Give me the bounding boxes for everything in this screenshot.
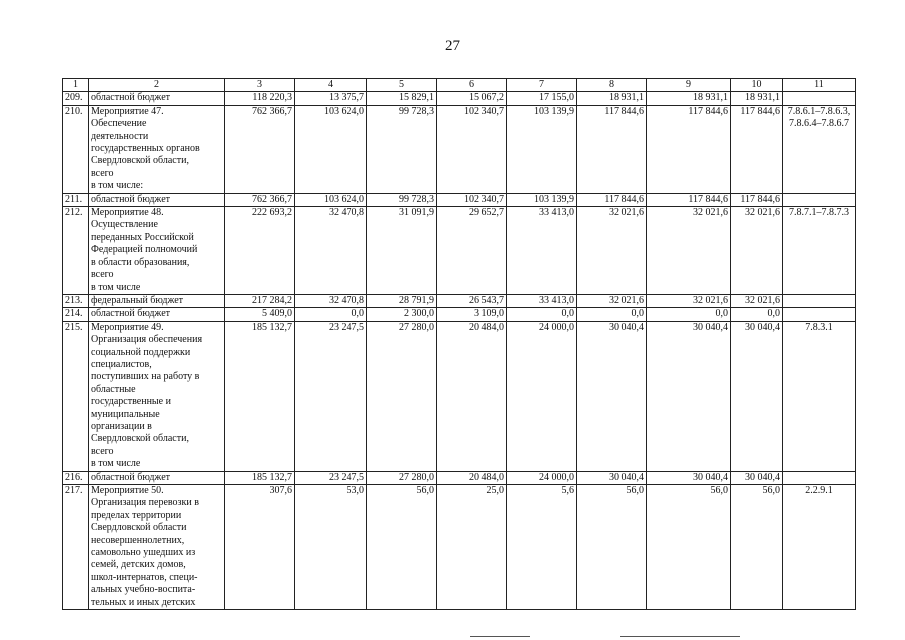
value-cell: 56,0 [367,485,437,610]
value-cell: 117 844,6 [577,193,647,206]
value-cell: 15 067,2 [437,92,507,105]
value-cell: 0,0 [647,308,731,321]
target-code: 7.8.3.1 [783,321,856,471]
value-cell: 31 091,9 [367,207,437,295]
value-cell: 17 155,0 [507,92,577,105]
value-cell: 5 409,0 [225,308,295,321]
row-number: 209. [63,92,89,105]
value-cell: 2 300,0 [367,308,437,321]
value-cell: 32 021,6 [647,294,731,307]
value-cell: 103 624,0 [295,193,367,206]
value-cell: 32 021,6 [731,294,783,307]
column-header: 3 [225,79,295,92]
row-description: областной бюджет [89,193,225,206]
value-cell: 0,0 [295,308,367,321]
target-code: 7.8.7.1–7.8.7.3 [783,207,856,295]
budget-table [62,78,856,610]
column-header: 5 [367,79,437,92]
table-row [63,471,856,484]
row-description: Мероприятие 50. Организация перевозки в пределах территории Свердловской области несовершеннолетних, самовольно ушедших из семей, детских домов, школ-интернатов, специ- альных учебно-воспита- тельных и иных детских [89,485,225,610]
row-number: 216. [63,471,89,484]
table-row [63,105,856,193]
value-cell: 32 021,6 [647,207,731,295]
value-cell: 102 340,7 [437,105,507,193]
column-header: 8 [577,79,647,92]
table-row [63,207,856,295]
value-cell: 32 021,6 [731,207,783,295]
value-cell: 30 040,4 [647,471,731,484]
target-code [783,193,856,206]
value-cell: 102 340,7 [437,193,507,206]
value-cell: 28 791,9 [367,294,437,307]
column-header: 6 [437,79,507,92]
value-cell: 23 247,5 [295,321,367,471]
value-cell: 185 132,7 [225,471,295,484]
page-number: 27 [445,38,460,54]
row-description: федеральный бюджет [89,294,225,307]
value-cell: 762 366,7 [225,105,295,193]
value-cell: 0,0 [577,308,647,321]
value-cell: 25,0 [437,485,507,610]
value-cell: 117 844,6 [731,105,783,193]
scan-line [470,636,530,637]
value-cell: 30 040,4 [731,471,783,484]
value-cell: 117 844,6 [647,193,731,206]
table-row [63,294,856,307]
table-row [63,321,856,471]
target-code [783,294,856,307]
row-number: 212. [63,207,89,295]
value-cell: 30 040,4 [647,321,731,471]
value-cell: 30 040,4 [577,321,647,471]
table-row [63,485,856,610]
table-row [63,92,856,105]
value-cell: 99 728,3 [367,105,437,193]
row-description: областной бюджет [89,308,225,321]
value-cell: 32 470,8 [295,294,367,307]
row-description: Мероприятие 48. Осуществление переданных Российской Федерацией полномочий в области образования, всего в том числе [89,207,225,295]
row-description: Мероприятие 47. Обеспечение деятельности государственных органов Свердловской области, всего в том числе: [89,105,225,193]
value-cell: 18 931,1 [731,92,783,105]
row-description: областной бюджет [89,471,225,484]
value-cell: 26 543,7 [437,294,507,307]
value-cell: 0,0 [507,308,577,321]
table-row [63,308,856,321]
value-cell: 53,0 [295,485,367,610]
value-cell: 27 280,0 [367,321,437,471]
row-number: 211. [63,193,89,206]
scan-marks [0,632,905,640]
column-header: 9 [647,79,731,92]
value-cell: 103 624,0 [295,105,367,193]
row-description: областной бюджет [89,92,225,105]
table-header-row [63,79,856,92]
value-cell: 13 375,7 [295,92,367,105]
value-cell: 117 844,6 [647,105,731,193]
value-cell: 24 000,0 [507,471,577,484]
row-number: 210. [63,105,89,193]
value-cell: 117 844,6 [731,193,783,206]
value-cell: 117 844,6 [577,105,647,193]
target-code [783,308,856,321]
value-cell: 18 931,1 [577,92,647,105]
column-header: 2 [89,79,225,92]
value-cell: 27 280,0 [367,471,437,484]
value-cell: 24 000,0 [507,321,577,471]
value-cell: 3 109,0 [437,308,507,321]
column-header: 4 [295,79,367,92]
value-cell: 222 693,2 [225,207,295,295]
value-cell: 20 484,0 [437,321,507,471]
value-cell: 56,0 [577,485,647,610]
target-code [783,471,856,484]
value-cell: 103 139,9 [507,193,577,206]
scan-line [620,636,740,637]
row-number: 217. [63,485,89,610]
value-cell: 30 040,4 [577,471,647,484]
value-cell: 29 652,7 [437,207,507,295]
value-cell: 762 366,7 [225,193,295,206]
target-code: 7.8.6.1–7.8.6.3, 7.8.6.4–7.8.6.7 [783,105,856,193]
value-cell: 118 220,3 [225,92,295,105]
target-code: 2.2.9.1 [783,485,856,610]
value-cell: 23 247,5 [295,471,367,484]
row-number: 213. [63,294,89,307]
value-cell: 32 021,6 [577,294,647,307]
value-cell: 30 040,4 [731,321,783,471]
value-cell: 15 829,1 [367,92,437,105]
row-number: 215. [63,321,89,471]
value-cell: 103 139,9 [507,105,577,193]
value-cell: 32 021,6 [577,207,647,295]
value-cell: 33 413,0 [507,207,577,295]
value-cell: 217 284,2 [225,294,295,307]
row-description: Мероприятие 49. Организация обеспечения социальной поддержки специалистов, поступивших на работу в областные государственные и муниципальные организации в Свердловской области, всего в том числе [89,321,225,471]
column-header: 1 [63,79,89,92]
column-header: 7 [507,79,577,92]
value-cell: 20 484,0 [437,471,507,484]
column-header: 10 [731,79,783,92]
value-cell: 185 132,7 [225,321,295,471]
table-row [63,193,856,206]
value-cell: 5,6 [507,485,577,610]
column-header: 11 [783,79,856,92]
value-cell: 99 728,3 [367,193,437,206]
value-cell: 56,0 [647,485,731,610]
value-cell: 56,0 [731,485,783,610]
target-code [783,92,856,105]
value-cell: 307,6 [225,485,295,610]
value-cell: 32 470,8 [295,207,367,295]
value-cell: 33 413,0 [507,294,577,307]
row-number: 214. [63,308,89,321]
value-cell: 18 931,1 [647,92,731,105]
value-cell: 0,0 [731,308,783,321]
